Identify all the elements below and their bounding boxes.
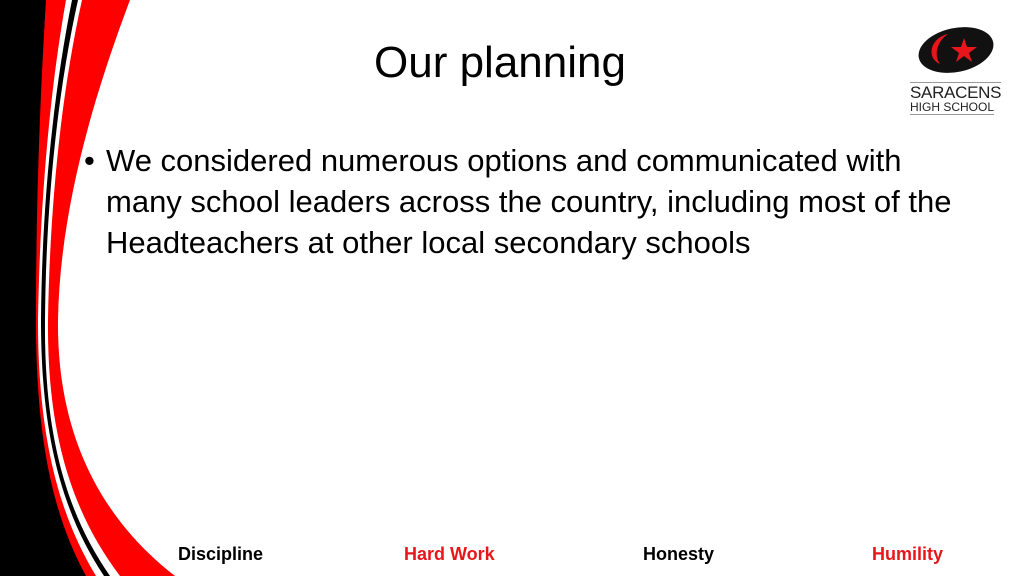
logo-text-high-school: HIGH SCHOOL <box>910 100 995 114</box>
bullet-item <box>84 140 954 263</box>
value-humility: Humility <box>872 544 944 564</box>
logo-text-saracens: SARACENS <box>910 83 1002 102</box>
slide-title: Our planning <box>374 38 626 87</box>
bullet-text: We considered numerous options and communicated with many school leaders across the country, including most of the Headteachers at other local secondary schools <box>106 143 952 260</box>
bullet-icon: • <box>84 143 95 178</box>
value-honesty: Honesty <box>643 544 715 564</box>
value-hard-work: Hard Work <box>404 544 495 564</box>
school-logo <box>906 24 1002 116</box>
saracens-logo-icon <box>906 24 1002 80</box>
value-discipline: Discipline <box>178 544 264 564</box>
decorative-swoosh <box>0 0 200 576</box>
